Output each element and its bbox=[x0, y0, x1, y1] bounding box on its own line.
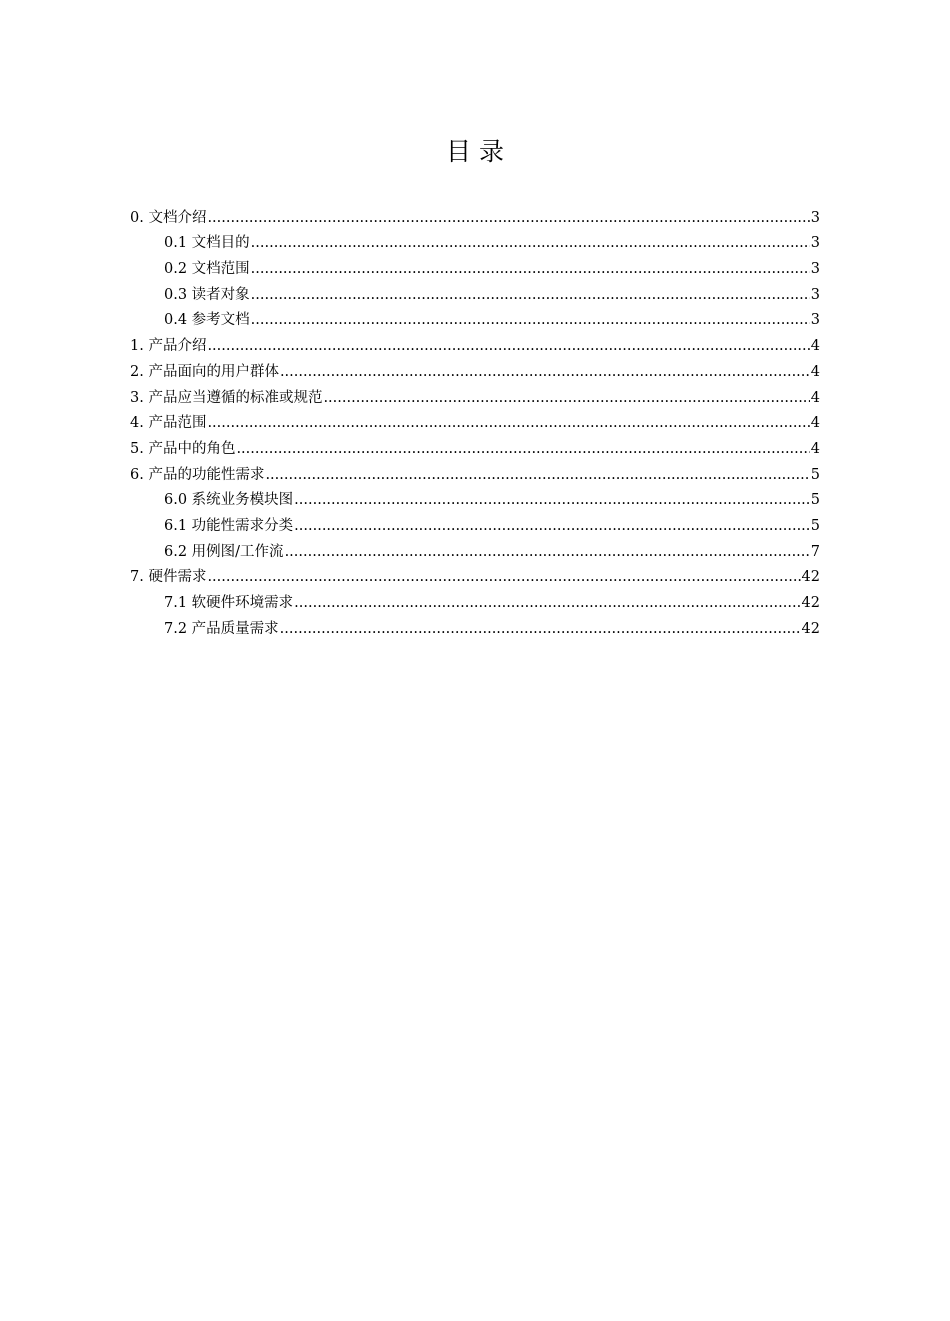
toc-dot-leader bbox=[236, 439, 809, 459]
toc-list bbox=[130, 202, 820, 639]
toc-entry-page-number: 4 bbox=[810, 415, 820, 432]
toc-entry-label: 0.3 读者对象 bbox=[164, 286, 250, 303]
toc-dot-leader bbox=[207, 208, 809, 228]
toc-dot-leader bbox=[265, 465, 809, 485]
toc-entry-label: 7.1 软硬件环境需求 bbox=[164, 595, 294, 611]
toc-entry-page-number: 4 bbox=[810, 338, 820, 355]
toc-entry-page-number: 5 bbox=[810, 466, 820, 483]
toc-entry-label: 0.4 参考文档 bbox=[164, 312, 250, 329]
toc-dot-leader bbox=[251, 285, 810, 305]
toc-entry[interactable] bbox=[130, 202, 820, 228]
toc-dot-leader bbox=[251, 310, 810, 330]
toc-entry-label: 0. 文档介绍 bbox=[130, 209, 207, 226]
toc-entry-label: 7.2 产品质量需求 bbox=[164, 620, 279, 637]
toc-entry[interactable] bbox=[130, 536, 820, 562]
toc-entry[interactable] bbox=[130, 356, 820, 382]
toc-entry[interactable] bbox=[130, 587, 820, 613]
toc-dot-leader bbox=[207, 413, 809, 433]
toc-entry[interactable] bbox=[130, 253, 820, 279]
toc-dot-leader bbox=[280, 362, 810, 382]
toc-dot-leader bbox=[294, 593, 800, 613]
toc-entry-page-number: 7 bbox=[810, 543, 820, 560]
toc-dot-leader bbox=[294, 516, 810, 536]
toc-entry-label: 2. 产品面向的用户群体 bbox=[130, 363, 279, 380]
toc-entry[interactable] bbox=[130, 305, 820, 331]
toc-entry[interactable] bbox=[130, 279, 820, 305]
toc-entry[interactable] bbox=[130, 382, 820, 408]
toc-dot-leader bbox=[280, 619, 801, 639]
toc-entry-page-number: 4 bbox=[810, 440, 820, 457]
toc-entry-label: 0.2 文档范围 bbox=[164, 261, 250, 278]
toc-entry-page-number: 4 bbox=[810, 363, 820, 380]
toc-entry[interactable] bbox=[130, 510, 820, 536]
toc-entry[interactable] bbox=[130, 433, 820, 459]
toc-entry-label: 6.2 用例图/工作流 bbox=[164, 543, 284, 560]
toc-entry-page-number: 5 bbox=[810, 517, 820, 534]
toc-entry-page-number: 3 bbox=[810, 209, 820, 226]
toc-entry-page-number: 3 bbox=[810, 286, 820, 303]
toc-entry[interactable] bbox=[130, 408, 820, 434]
toc-entry-page-number: 3 bbox=[810, 235, 820, 252]
toc-entry[interactable] bbox=[130, 459, 820, 485]
toc-entry-label: 6. 产品的功能性需求 bbox=[130, 466, 265, 483]
toc-dot-leader bbox=[207, 567, 800, 587]
toc-entry[interactable] bbox=[130, 330, 820, 356]
toc-entry-label: 0.1 文档目的 bbox=[164, 235, 250, 252]
toc-entry[interactable] bbox=[130, 562, 820, 588]
toc-dot-leader bbox=[294, 490, 810, 510]
toc-dot-leader bbox=[285, 542, 810, 562]
toc-entry-page-number: 4 bbox=[810, 389, 820, 406]
toc-dot-leader bbox=[251, 233, 810, 253]
toc-entry-page-number: 3 bbox=[810, 312, 820, 329]
toc-entry-page-number: 5 bbox=[810, 492, 820, 509]
toc-title: 目 录 bbox=[446, 137, 504, 166]
toc-entry-page-number: 42 bbox=[801, 620, 820, 637]
toc-entry-label: 6.1 功能性需求分类 bbox=[164, 517, 294, 534]
toc-entry[interactable] bbox=[130, 613, 820, 639]
toc-dot-leader bbox=[323, 388, 809, 408]
toc-entry-label: 1. 产品介绍 bbox=[130, 338, 207, 355]
toc-entry[interactable] bbox=[130, 485, 820, 511]
toc-entry[interactable] bbox=[130, 228, 820, 254]
toc-entry-label: 4. 产品范围 bbox=[130, 415, 207, 432]
toc-dot-leader bbox=[251, 259, 810, 279]
toc-entry-label: 5. 产品中的角色 bbox=[130, 440, 236, 457]
toc-entry-page-number: 42 bbox=[801, 569, 820, 586]
toc-entry-label: 6.0 系统业务模块图 bbox=[164, 492, 294, 509]
toc-entry-label: 7. 硬件需求 bbox=[130, 569, 207, 586]
toc-entry-page-number: 42 bbox=[801, 595, 820, 611]
toc-entry-page-number: 3 bbox=[810, 261, 820, 278]
toc-entry-label: 3. 产品应当遵循的标准或规范 bbox=[130, 389, 323, 406]
toc-dot-leader bbox=[207, 336, 809, 356]
